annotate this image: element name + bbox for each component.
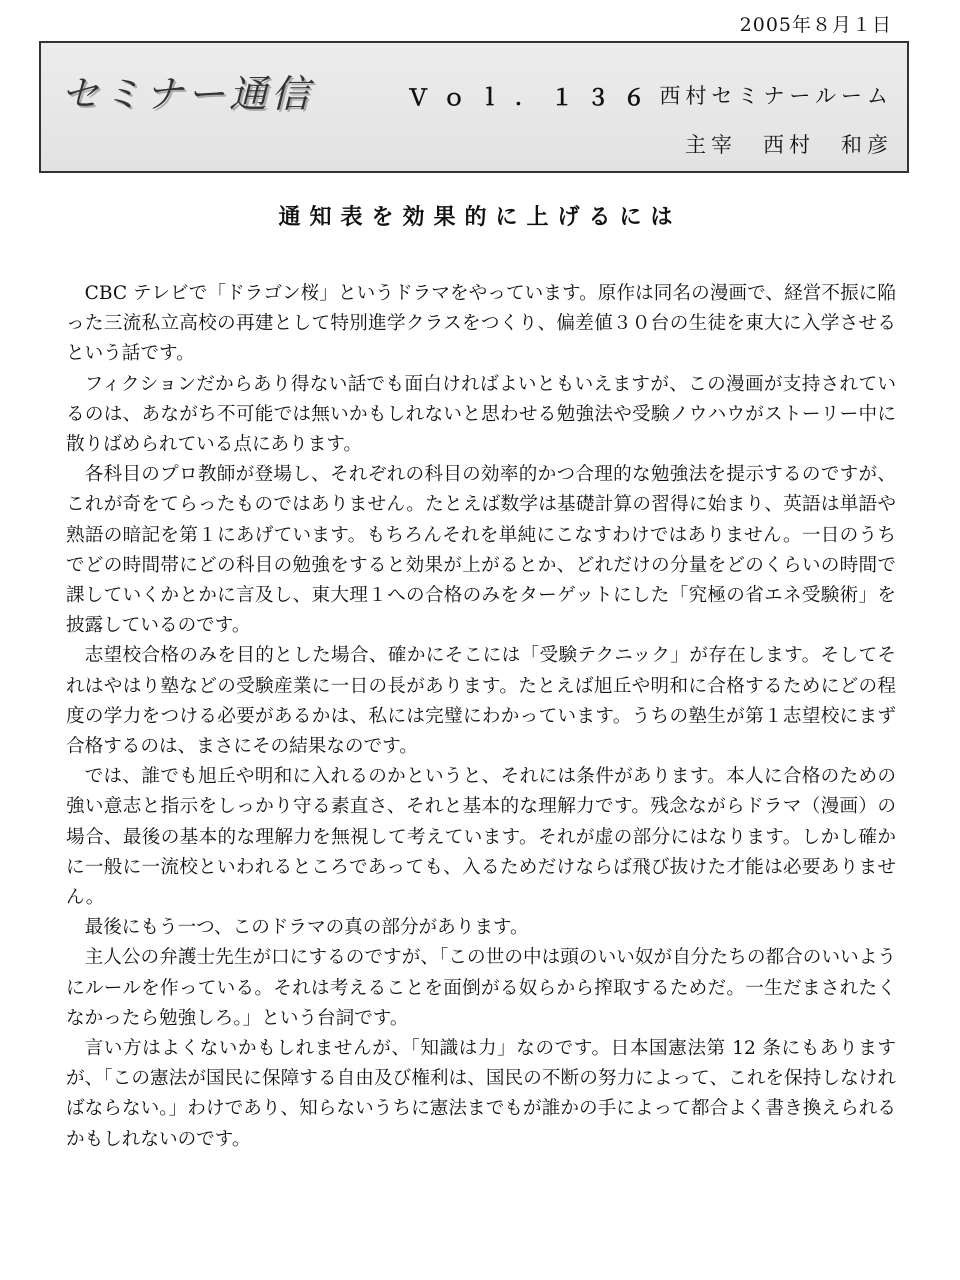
host-name: 主宰 西村 和彦 — [685, 133, 893, 157]
organization-name: 西村セミナールーム — [659, 84, 893, 108]
paragraph: 最後にもう一つ、このドラマの真の部分があります。 — [84, 917, 529, 939]
paragraph: 主人公の弁護士先生が口にするのですが、「この世の中は頭のいい奴が自分たちの都合のいいようにルールを作っている。それは考えることを面倒がる奴らから搾取するためだ。一生だまされたくなかったら勉強しろ。」という台詞です。 — [66, 947, 896, 1029]
paragraph: では、誰でも旭丘や明和に入れるのかというと、それには条件があります。本人に合格のための強い意志と指示をしっかり守る素直さ、それと基本的な理解力です。残念ながらドラマ（漫画）の場合、最後の基本的な理解力を無視して考えています。それが虚の部分にはなります。しかし確かに一般に一流校といわれるところであっても、入るためだけならば飛び抜けた才能は必要ありません。 — [66, 766, 896, 909]
volume-number: Ｖｏｌ．１３６ — [407, 85, 660, 111]
paragraph: 志望校合格のみを目的とした場合、確かにそこには「受験テクニック」が存在します。そしてそれはやはり塾などの受験産業に一日の長があります。たとえば旭丘や明和に合格するためにどの程度の学力をつける必要があるかは、私には完璧にわかっています。うちの塾生が第１志望校にまず合格するのは、まさにその結果なのです。 — [66, 645, 896, 758]
paragraph: CBC テレビで「ドラゴン桜」というドラマをやっています。原作は同名の漫画で、経営不振に陥った三流私立高校の再建として特別進学クラスをつくり、偏差値３０台の生徒を東大に入学させるという話です。 — [66, 283, 896, 365]
newsletter-title: セミナー通信 — [61, 72, 314, 116]
article-title: 通知表を効果的に上げるには — [278, 205, 682, 230]
article-body — [66, 279, 896, 1155]
paragraph: 言い方はよくないかもしれませんが、「知識は力」なのです。日本国憲法第 12 条にもありますが、「この憲法が国民に保障する自由及び権利は、国民の不断の努力によって、これを保持しなければならない。」わけであり、知らないうちに憲法までもが誰かの手によって都合よく書き換えられるかもしれないのです。 — [66, 1038, 896, 1150]
issue-date: 2005年８月１日 — [739, 14, 892, 36]
paragraph: フィクションだからあり得ない話でも面白ければよいともいえますが、この漫画が支持されているのは、あながち不可能では無いかもしれないと思わせる勉強法や受験ノウハウがストーリー中に散りばめられている点にあります。 — [66, 373, 896, 456]
paragraph: 各科目のプロ教師が登場し、それぞれの科目の効率的かつ合理的な勉強法を提示するのですが、これが奇をてらったものではありません。たとえば数学は基礎計算の習得に始まり、英語は単語や熟語の暗記を第１にあげています。もちろんそれを単純にこなすわけではありません。一日のうちでどの時間帯にどの科目の勉強をすると効果が上がるとか、どれだけの分量をどのくらいの時間で課していくかとかに言及し、東大理１への合格のみをターゲットにした「究極の省エネ受験術」を披露しているのです。 — [66, 464, 896, 637]
newsletter-header — [39, 41, 909, 173]
